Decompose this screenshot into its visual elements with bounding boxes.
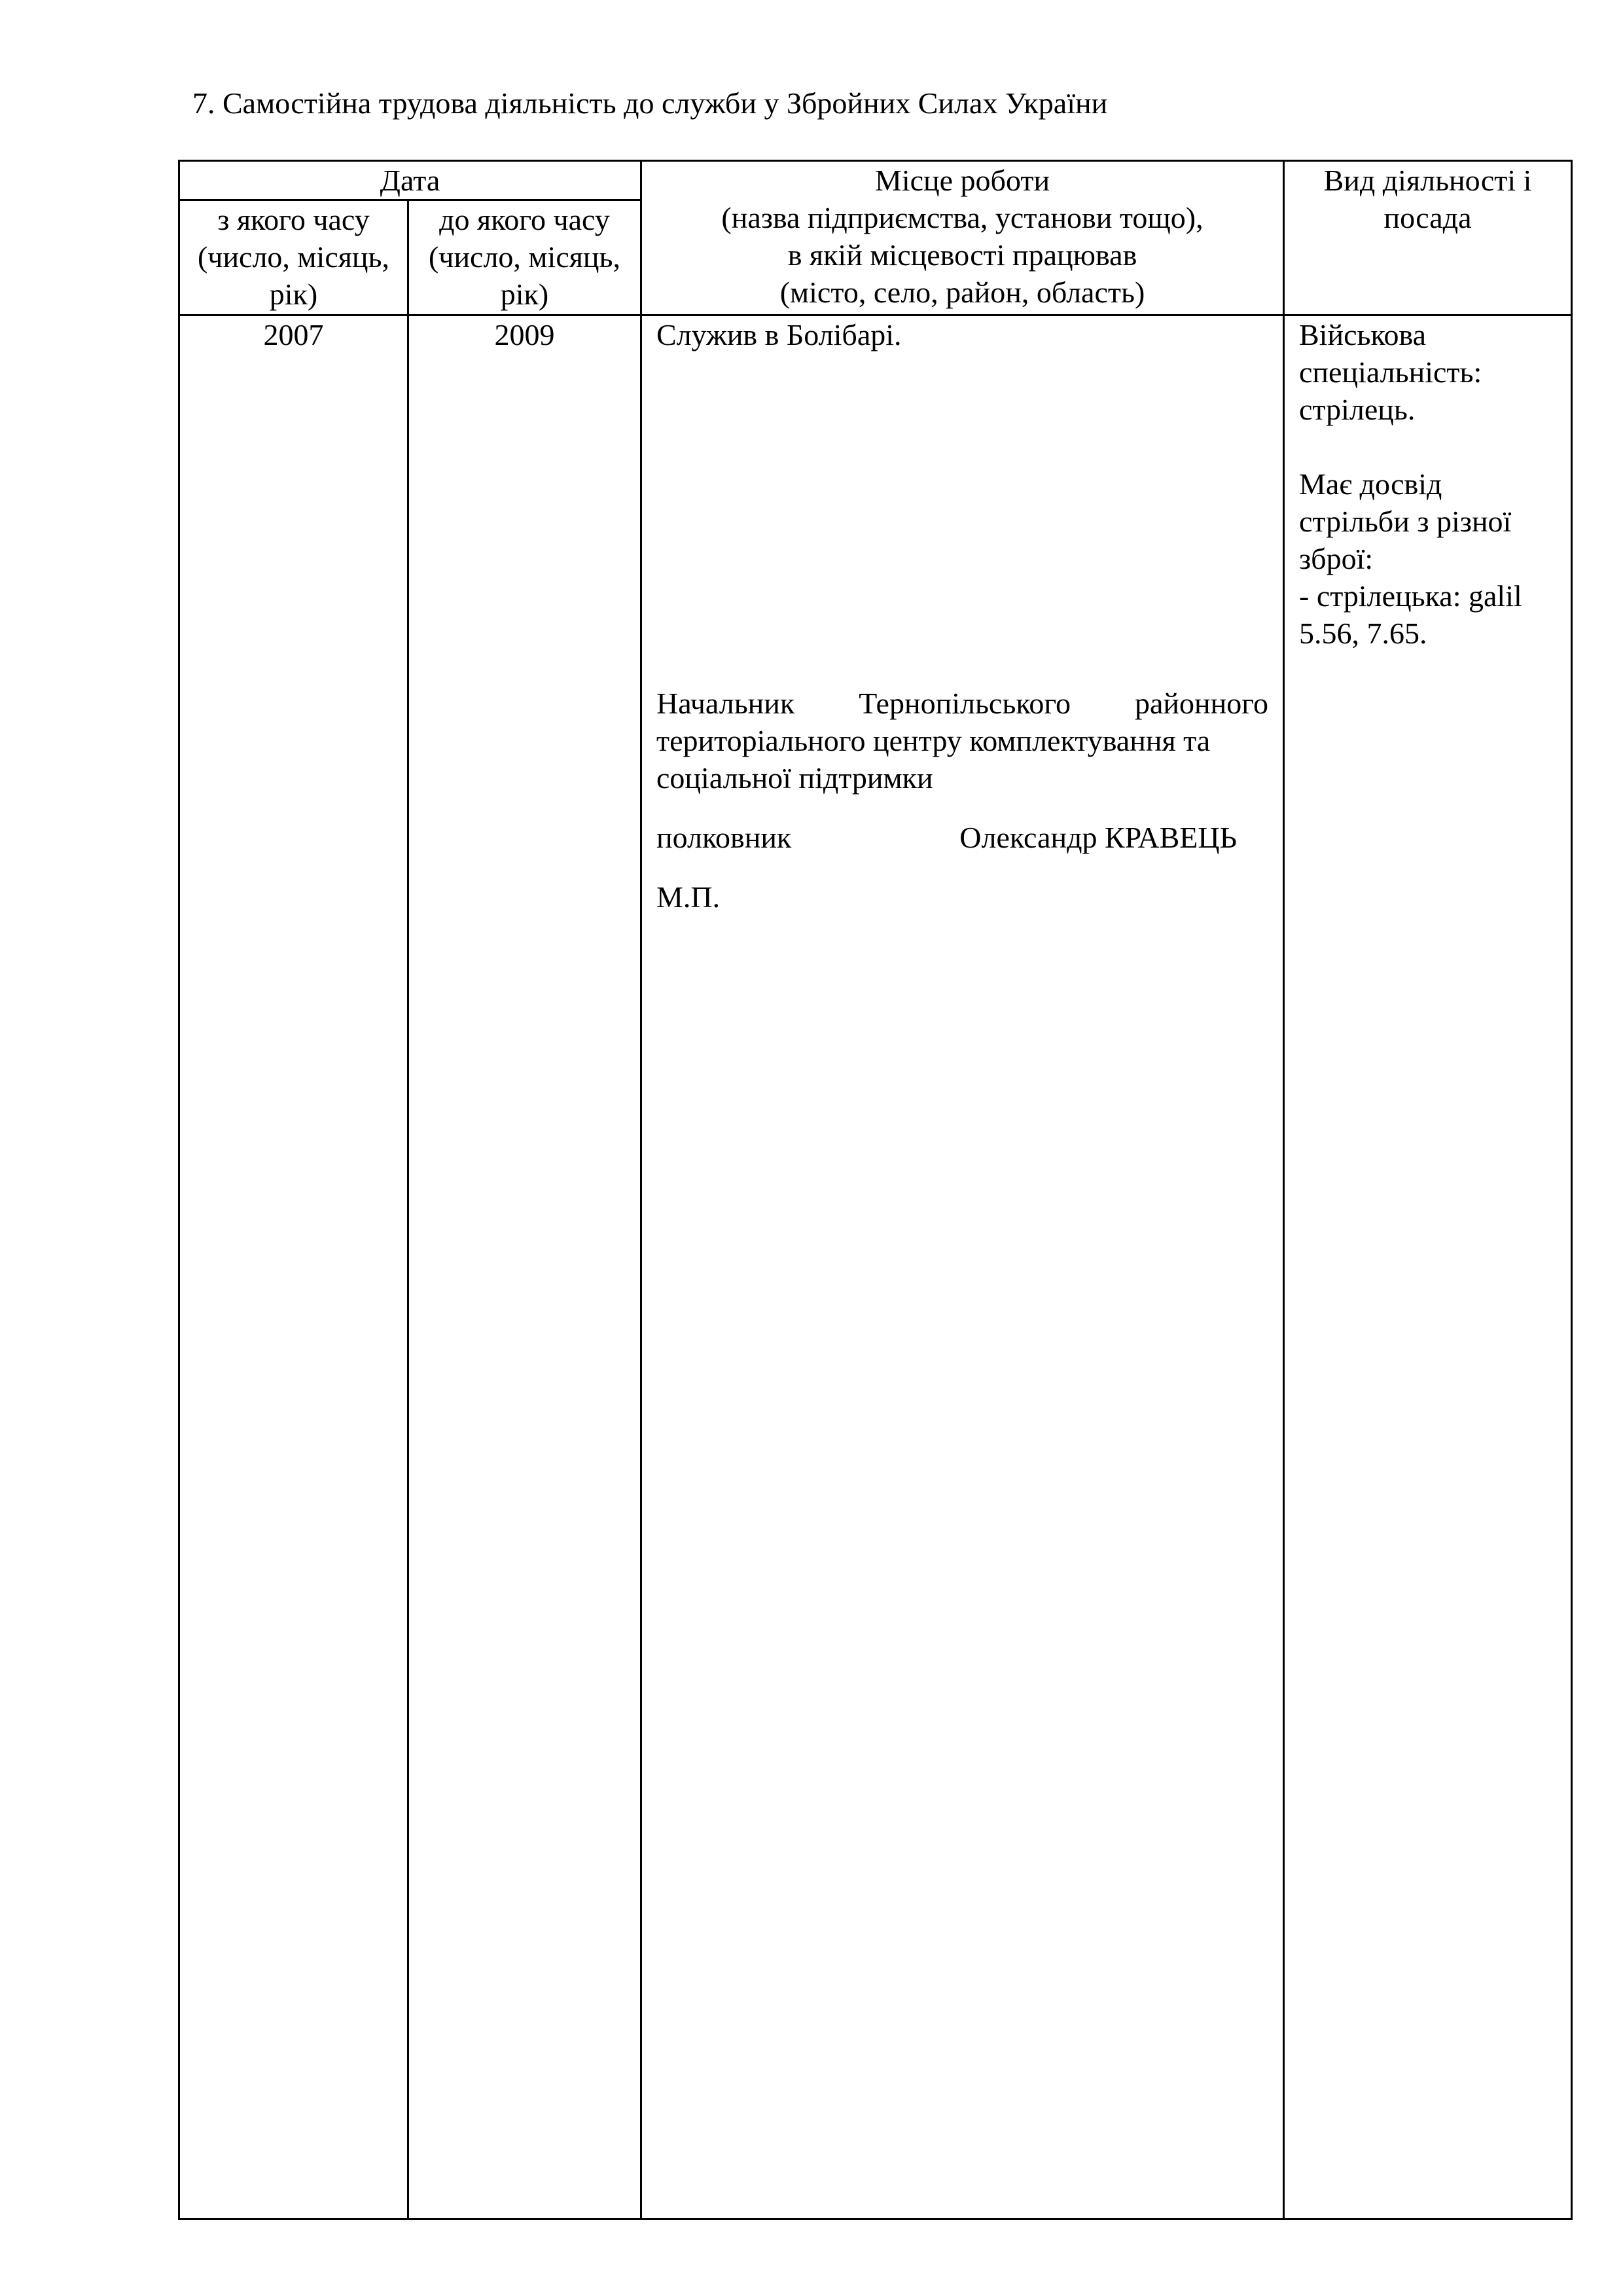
row-to-cell [408,315,641,2219]
row-place-cell [641,315,1284,2219]
signature-position-line: Начальник Тернопільського районного [656,687,1268,720]
activity-experience-line: стрільби з різної [1299,505,1512,538]
activity-gap [1299,428,1563,465]
header-to-line: (число, місяць, [428,240,620,274]
seal-mark: М.П. [656,880,721,914]
row-from-value: 2007 [263,318,324,351]
employment-table [178,160,1573,2220]
signature-position-line: соціальної підтримки [656,761,933,795]
signature-rank: полковник [656,821,792,854]
header-to-line: рік) [500,278,549,311]
activity-experience-line: 5.56, 7.65. [1299,617,1427,650]
header-activity-line: посада [1383,201,1472,234]
activity-experience-line: Має досвід [1299,467,1442,501]
header-place-line: (місто, село, район, область) [779,276,1145,309]
row-to-value: 2009 [494,318,555,351]
header-place-line: (назва підприємства, установи тощо), [721,201,1204,234]
header-date [179,161,641,200]
section-title: 7. Самостійна трудова діяльність до служби у Збройних Силах України [192,86,1108,120]
row-activity-cell [1284,315,1572,2219]
signature-block [656,685,1268,916]
header-place-line: Місце роботи [874,164,1050,197]
header-from-line: рік) [269,278,318,311]
activity-specialty-line: Військова [1299,318,1427,351]
activity-experience-line: зброї: [1299,542,1374,575]
header-from [179,200,408,315]
row-place-value: Служив в Болібарі. [656,318,902,351]
header-to [408,200,641,315]
header-from-line: з якого часу [217,203,370,236]
signature-line [656,819,1268,856]
header-activity-line: Вид діяльності і [1323,164,1532,197]
header-from-line: (число, місяць, [197,240,389,274]
header-place [641,161,1284,315]
activity-specialty-line: стрілець. [1299,393,1416,426]
header-date-label: Дата [380,164,440,197]
signature-position-line: територіального центру комплектування та [656,724,1211,757]
activity-experience-line: - стрілецька: galil [1299,579,1522,613]
header-to-line: до якого часу [439,203,610,236]
signature-name: Олександр КРАВЕЦЬ [959,821,1237,854]
activity-specialty-line: спеціальність: [1299,355,1482,389]
header-activity [1284,161,1572,315]
row-from-cell [179,315,408,2219]
header-place-line: в якій місцевості працював [787,238,1137,272]
